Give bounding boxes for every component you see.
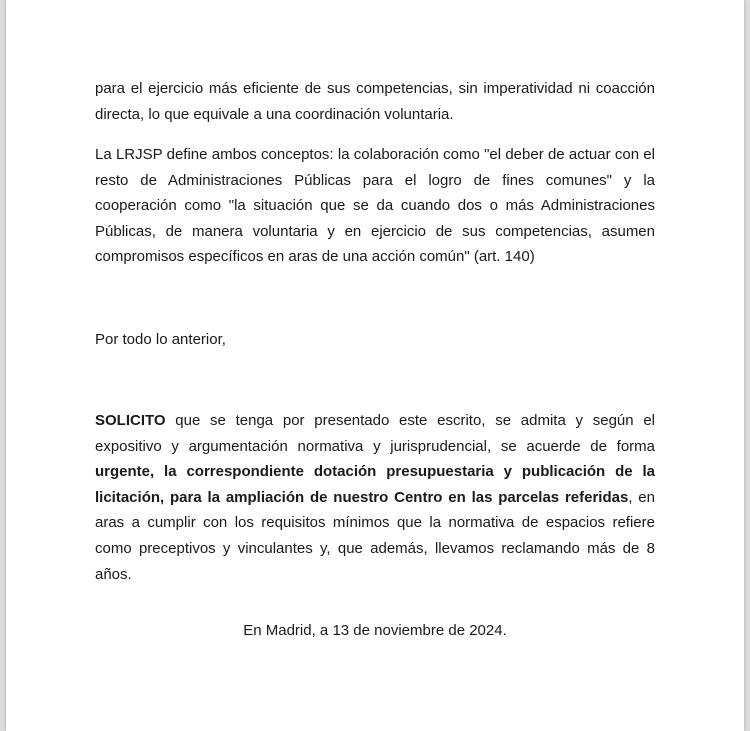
request-paragraph <box>95 408 655 587</box>
request-text-1: que se tenga por presentado este escrito, se admita y según el expositivo y argumentación normativa y jurisprudencial, se acuerde de forma <box>95 412 655 455</box>
closing-date-line <box>95 618 655 644</box>
request-text-2: , en aras a cumplir con los requisitos mínimos que la normativa de espacios refiere como preceptivos y vinculantes y, que además, llevamos reclamando más de 8 años. <box>95 488 655 583</box>
paragraph-text: para el ejercicio más eficiente de sus competencias, sin imperatividad ni coacción directa, lo que equivale a una coordinación voluntaria. <box>95 80 655 123</box>
paragraph-solicito <box>95 408 655 587</box>
request-bold-text: urgente, la correspondiente dotación presupuestaria y publicación de la licitación, para la ampliación de nuestro Centro en las parcelas referidas <box>95 463 655 506</box>
paragraph-text: La LRJSP define ambos conceptos: la colaboración como "el deber de actuar con el resto de Administraciones Públicas para el logro de fines comunes" y la cooperación como "la situación que se da cuando dos o más Administraciones Públicas, de manera voluntaria y en ejercicio de sus competencias, asumen compromisos específicos en aras de una acción común" (art. 140) <box>95 146 655 266</box>
paragraph-lrjsp <box>95 142 655 270</box>
paragraph-por-todo <box>95 327 655 353</box>
document-page <box>6 0 744 731</box>
paragraph-text: Por todo lo anterior, <box>95 331 226 348</box>
paragraph-competencias <box>95 76 655 127</box>
request-keyword: SOLICITO <box>95 412 166 429</box>
closing-text: En Madrid, a 13 de noviembre de 2024. <box>243 622 507 639</box>
